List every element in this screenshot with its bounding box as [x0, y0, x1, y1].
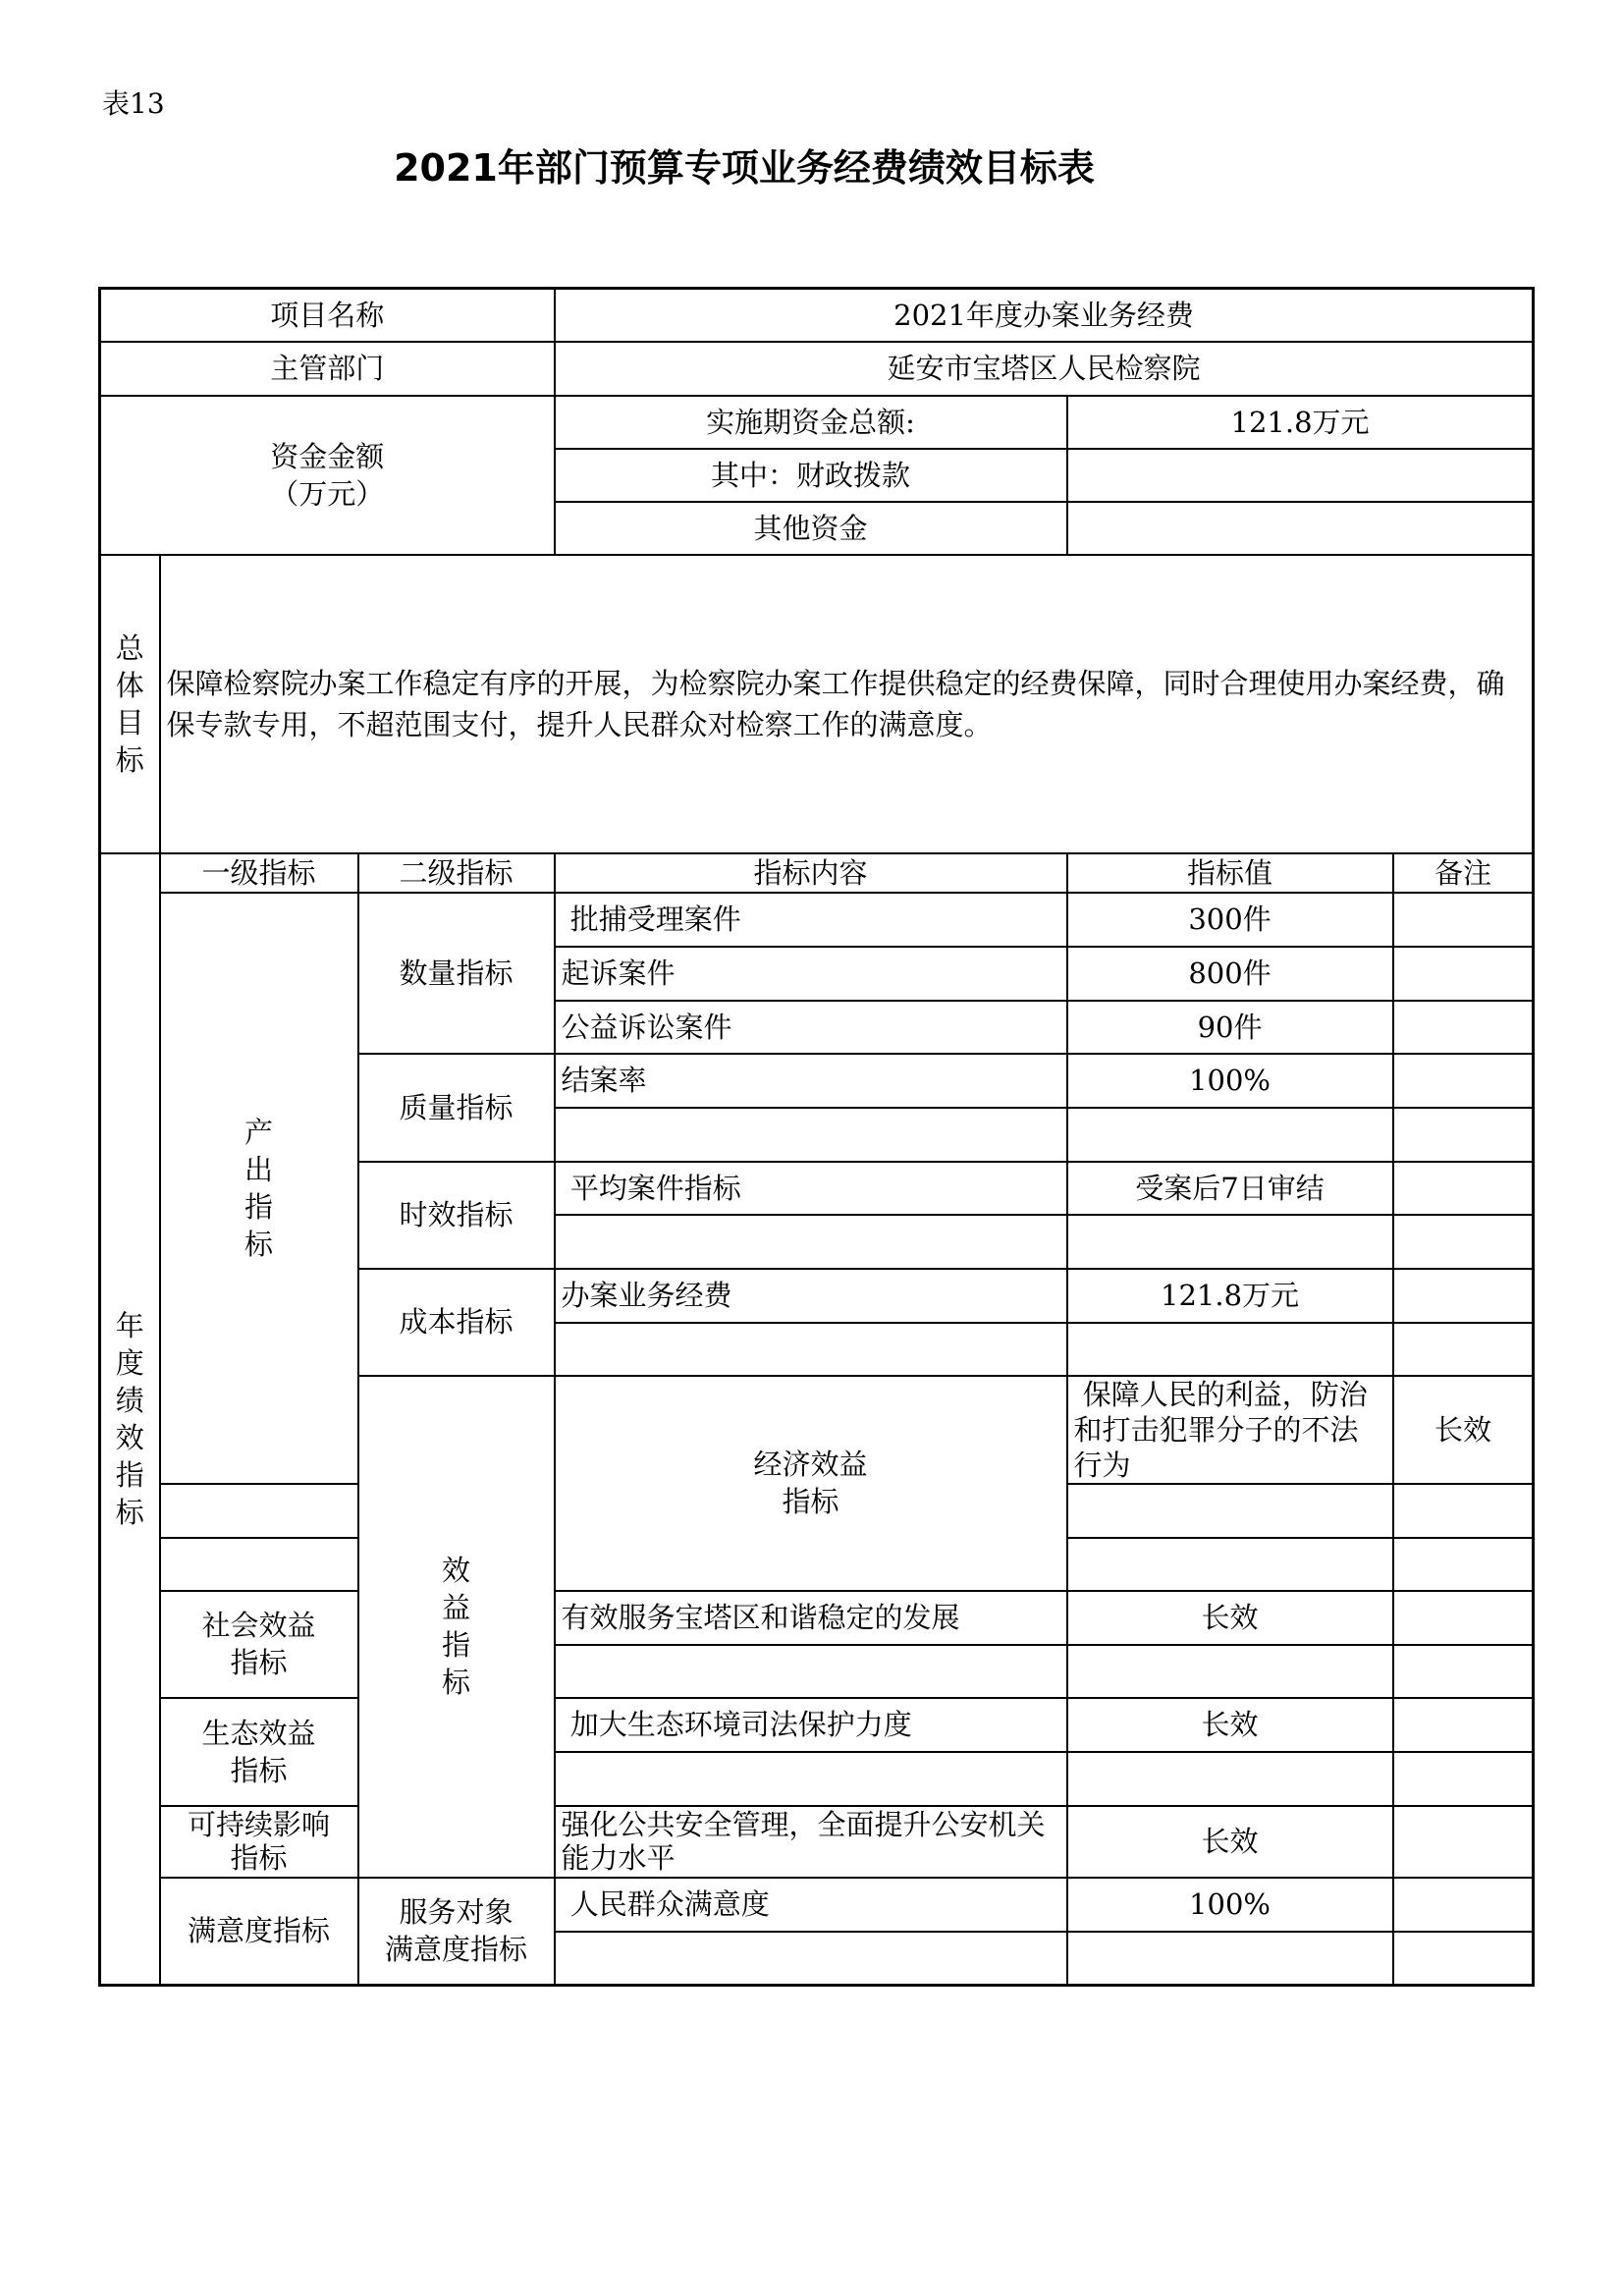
table-row: [100, 289, 1534, 342]
indicator-content: 有效服务宝塔区和谐稳定的发展: [555, 1591, 1067, 1645]
performance-target-table: [98, 287, 1535, 1987]
indicator-value: 长效: [1067, 1806, 1393, 1878]
table-row: [100, 1591, 1534, 1645]
indicator-value: 100%: [1067, 1054, 1393, 1108]
quantity-indicator-label: 数量指标: [358, 893, 555, 1054]
overall-goal-text: 保障检察院办案工作稳定有序的开展，为检察院办案工作提供稳定的经费保障，同时合理使用办案经费，确保专款专用，不超范围支付，提升人民群众对检察工作的满意度。: [160, 555, 1534, 853]
indicator-note: [1393, 1932, 1534, 1986]
table-row: [100, 396, 1534, 449]
indicator-value: [1067, 1538, 1393, 1591]
page-title: 2021年部门预算专项业务经费绩效目标表: [394, 146, 1095, 190]
table-row: [100, 1878, 1534, 1932]
indicator-note: [1393, 1001, 1534, 1054]
table-row: [100, 853, 1534, 893]
indicator-value: [1067, 1752, 1393, 1806]
table-row: [100, 893, 1534, 947]
indicator-content: 保障人民的利益，防治和打击犯罪分子的不法行为: [1067, 1376, 1393, 1484]
table-row: [100, 342, 1534, 396]
col-content: 指标内容: [555, 853, 1067, 893]
indicator-content: 结案率: [555, 1054, 1067, 1108]
indicator-content: 人民群众满意度: [555, 1878, 1067, 1932]
indicator-note: [1393, 1162, 1534, 1215]
total-funds-value: 121.8万元: [1067, 396, 1534, 449]
indicator-value: [1067, 1645, 1393, 1698]
indicator-note: [1393, 1215, 1534, 1269]
fiscal-funds-label: 其中：财政拨款: [555, 449, 1067, 502]
cost-indicator-label: 成本指标: [358, 1269, 555, 1376]
ecological-indicator-label: 生态效益 指标: [160, 1698, 358, 1806]
indicator-value: 长效: [1393, 1376, 1534, 1484]
indicator-content: [555, 1932, 1067, 1986]
project-name-label: 项目名称: [100, 289, 555, 342]
fiscal-funds-value: [1067, 449, 1534, 502]
col-value: 指标值: [1067, 853, 1393, 893]
other-funds-label: 其他资金: [555, 502, 1067, 555]
satisfaction-indicators-label: 满意度指标: [160, 1878, 358, 1986]
other-funds-value: [1067, 502, 1534, 555]
indicator-value: [1067, 1215, 1393, 1269]
indicator-note: [1393, 1645, 1534, 1698]
table-row: [100, 1698, 1534, 1752]
quality-indicator-label: 质量指标: [358, 1054, 555, 1162]
benefit-indicators-label: 效 益 指 标: [358, 1376, 555, 1878]
indicator-note: [1393, 1538, 1534, 1591]
table-row: [100, 1806, 1534, 1878]
indicator-value: 长效: [1067, 1591, 1393, 1645]
indicator-content: 平均案件指标: [555, 1162, 1067, 1215]
indicator-content: [555, 1108, 1067, 1162]
indicator-note: [1393, 1269, 1534, 1323]
social-indicator-label: 社会效益 指标: [160, 1591, 358, 1698]
indicator-content: [160, 1538, 358, 1591]
indicator-content: [555, 1645, 1067, 1698]
indicator-value: [1067, 1484, 1393, 1538]
indicator-content: [555, 1215, 1067, 1269]
funds-unit: （万元）: [270, 476, 385, 511]
indicator-value: [1067, 1108, 1393, 1162]
dept-value: 延安市宝塔区人民检察院: [555, 342, 1534, 396]
indicator-content: 强化公共安全管理，全面提升公安机关能力水平: [555, 1806, 1067, 1878]
indicator-content: [160, 1484, 358, 1538]
timeliness-indicator-label: 时效指标: [358, 1162, 555, 1269]
indicator-note: [1393, 1752, 1534, 1806]
output-indicators-label: 产 出 指 标: [160, 893, 358, 1484]
annual-indicators-label: 年 度 绩 效 指 标: [100, 853, 160, 1986]
table-number: 表13: [102, 87, 165, 120]
indicator-content: 起诉案件: [555, 947, 1067, 1001]
indicator-content: 公益诉讼案件: [555, 1001, 1067, 1054]
indicator-note: [1393, 1323, 1534, 1376]
table-row: [100, 555, 1534, 853]
economic-indicator-label: 经济效益 指标: [555, 1376, 1067, 1591]
col-level2: 二级指标: [358, 853, 555, 893]
sustainable-indicator-label: 可持续影响 指标: [160, 1806, 358, 1878]
total-funds-label: 实施期资金总额:: [555, 396, 1067, 449]
dept-label: 主管部门: [100, 342, 555, 396]
indicator-value: 100%: [1067, 1878, 1393, 1932]
indicator-note: [1393, 893, 1534, 947]
indicator-value: [1067, 1932, 1393, 1986]
col-note: 备注: [1393, 853, 1534, 893]
indicator-note: [1393, 1108, 1534, 1162]
service-satisfaction-label: 服务对象 满意度指标: [358, 1878, 555, 1986]
col-level1: 一级指标: [160, 853, 358, 893]
indicator-note: [1393, 1054, 1534, 1108]
overall-goal-label: 总 体 目 标: [100, 555, 160, 853]
indicator-content: 加大生态环境司法保护力度: [555, 1698, 1067, 1752]
indicator-note: [1393, 947, 1534, 1001]
indicator-content: 办案业务经费: [555, 1269, 1067, 1323]
indicator-value: [1067, 1323, 1393, 1376]
indicator-value: 300件: [1067, 893, 1393, 947]
indicator-content: 批捕受理案件: [555, 893, 1067, 947]
indicator-note: [1393, 1591, 1534, 1645]
indicator-value: 121.8万元: [1067, 1269, 1393, 1323]
funds-label: 资金金额: [270, 439, 385, 473]
indicator-content: [555, 1752, 1067, 1806]
indicator-content: [555, 1323, 1067, 1376]
indicator-value: 受案后7日审结: [1067, 1162, 1393, 1215]
project-name-value: 2021年度办案业务经费: [555, 289, 1534, 342]
indicator-note: [1393, 1484, 1534, 1538]
indicator-value: 长效: [1067, 1698, 1393, 1752]
funds-label-cell: [100, 396, 555, 555]
indicator-value: 800件: [1067, 947, 1393, 1001]
indicator-value: 90件: [1067, 1001, 1393, 1054]
indicator-note: [1393, 1806, 1534, 1878]
indicator-note: [1393, 1698, 1534, 1752]
indicator-note: [1393, 1878, 1534, 1932]
